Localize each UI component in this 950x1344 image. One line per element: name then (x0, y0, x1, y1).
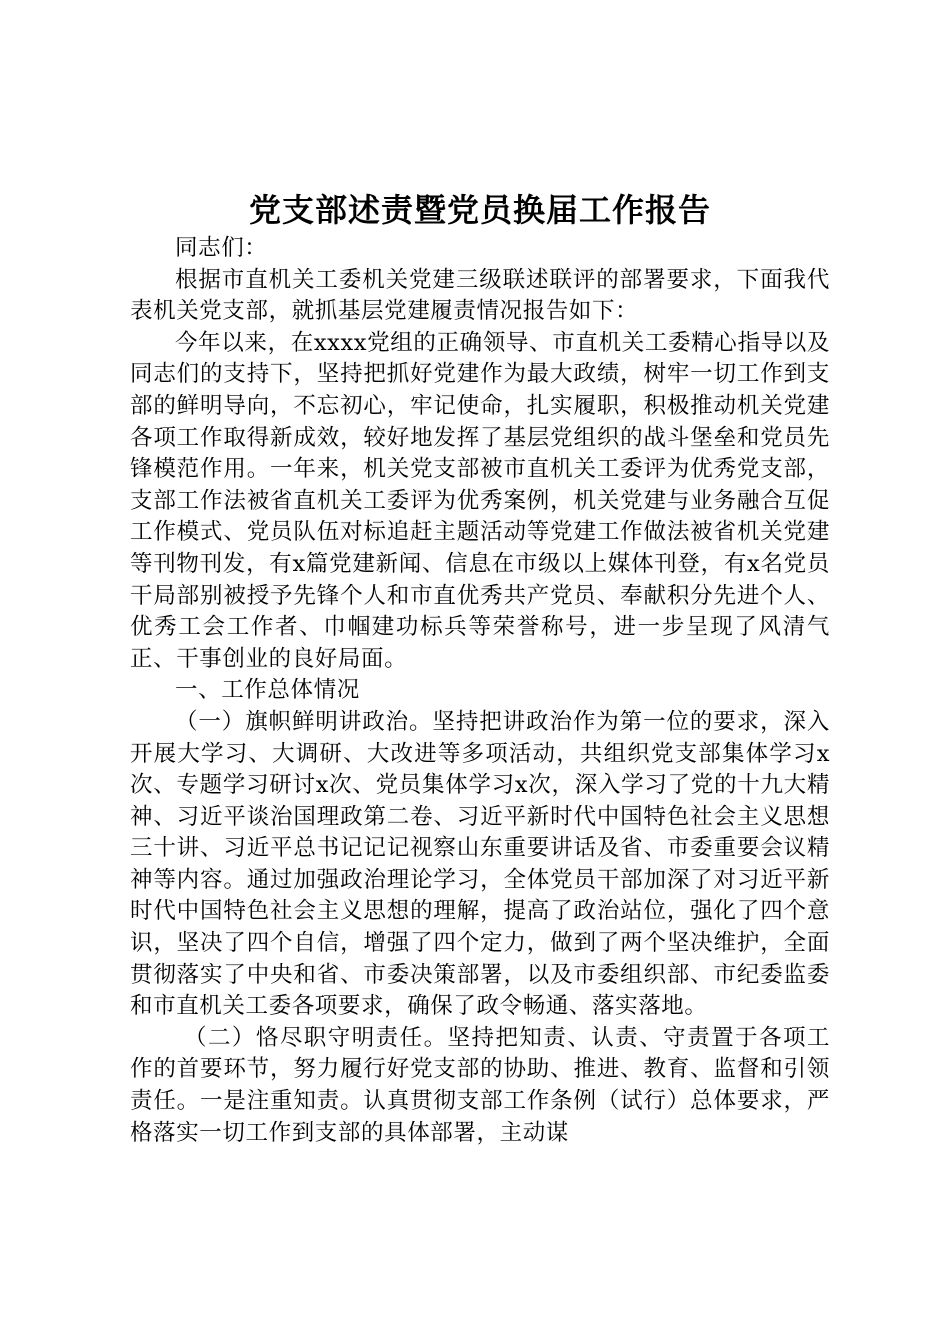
salutation: 同志们： (175, 235, 268, 261)
document-body (130, 233, 830, 1149)
document-content (130, 187, 830, 1149)
paragraph-intro: 根据市直机关工委机关党建三级联述联评的部署要求，下面我代表机关党支部，就抓基层党建履责情况报告如下： (130, 266, 830, 325)
paragraph-overview: 今年以来，在xxxx党组的正确领导、市直机关工委精心指导以及同志们的支持下，坚持把抓好党建作为最大政绩，树牢一切工作到支部的鲜明导向，不忘初心，牢记使命，扎实履职，积极推动机关党建各项工作取得新成效，较好地发挥了基层党组织的战斗堡垒和党员先锋模范作用。一年来，机关党支部被市直机关工委评为优秀党支部，支部工作法被省直机关工委评为优秀案例，机关党建与业务融合互促工作模式、党员队伍对标追赶主题活动等党建工作做法被省机关党建等刊物刊发，有x篇党建新闻、信息在市级以上媒体刊登，有x名党员干局部别被授予先锋个人和市直优秀共产党员、奉献积分先进个人、优秀工会工作者、巾帼建功标兵等荣誉称号，进一步呈现了风清气正、干事创业的良好局面。 (130, 329, 830, 672)
document-title: 党支部述责暨党员换届工作报告 (248, 191, 711, 229)
section-heading: 一、工作总体情况 (175, 677, 360, 704)
paragraph-politics: （一）旗帜鲜明讲政治。坚持把讲政治作为第一位的要求，深入开展大学习、大调研、大改进等多项活动，共组织党支部集体学习x次、专题学习研讨x次、党员集体学习x次，深入学习了党的十九大精神、习近平谈治国理政第二卷、习近平新时代中国特色社会主义思想三十讲、习近平总书记记记视察山东重要讲话及省、市委重要会议精神等内容。通过加强政治理论学习，全体党员干部加深了对习近平新时代中国特色社会主义思想的理解，提高了政治站位，强化了四个意识，坚决了四个自信，增强了四个定力，做到了两个坚决维护，全面贯彻落实了中央和省、市委决策部署，以及市委组织部、市纪委监委和市直机关工委各项要求，确保了政令畅通、落实落地。 (130, 708, 830, 1020)
paragraph-responsibility: （二）恪尽职守明责任。坚持把知责、认责、守责置于各项工作的首要环节，努力履行好党支部的协助、推进、教育、监督和引领责任。一是注重知责。认真贯彻支部工作条例（试行）总体要求，严格落实一切工作到支部的具体部署，主动谋 (130, 1024, 830, 1146)
